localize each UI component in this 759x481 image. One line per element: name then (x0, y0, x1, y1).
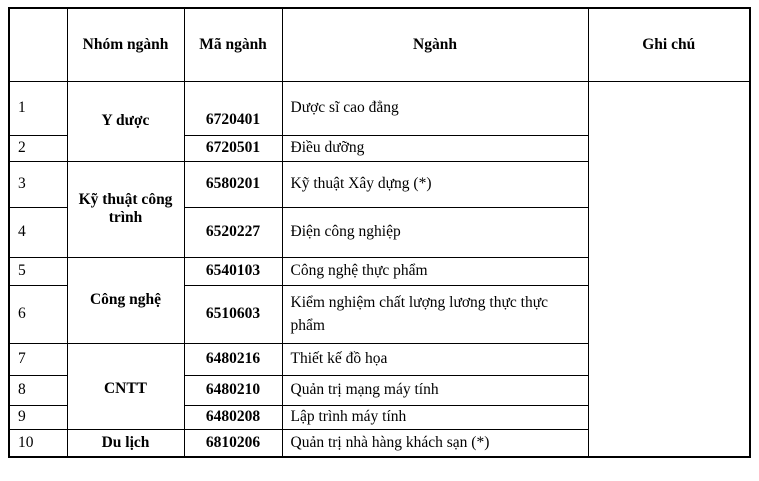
header-note: Ghi chú (588, 8, 750, 81)
header-major: Ngành (282, 8, 588, 81)
row-number: 5 (9, 257, 67, 285)
group-cell: Công nghệ (67, 257, 184, 343)
code-cell: 6720401 (184, 81, 282, 135)
major-cell: Kiểm nghiệm chất lượng lương thực thực phẩm (282, 285, 588, 343)
code-cell: 6580201 (184, 161, 282, 207)
row-number: 2 (9, 135, 67, 161)
code-cell: 6480208 (184, 405, 282, 429)
row-number: 4 (9, 207, 67, 257)
code-cell: 6810206 (184, 429, 282, 457)
major-cell: Thiết kế đồ họa (282, 343, 588, 375)
code-cell: 6480210 (184, 375, 282, 405)
code-cell: 6510603 (184, 285, 282, 343)
major-cell: Dược sĩ cao đẳng (282, 81, 588, 135)
table-row (9, 81, 750, 135)
code-cell: 6520227 (184, 207, 282, 257)
row-number: 7 (9, 343, 67, 375)
code-cell: 6540103 (184, 257, 282, 285)
code-cell: 6720501 (184, 135, 282, 161)
major-cell: Lập trình máy tính (282, 405, 588, 429)
row-number: 3 (9, 161, 67, 207)
major-cell: Điện công nghiệp (282, 207, 588, 257)
row-number: 9 (9, 405, 67, 429)
major-cell: Điều dưỡng (282, 135, 588, 161)
row-number: 1 (9, 81, 67, 135)
note-cell (588, 81, 750, 457)
header-row (9, 8, 750, 81)
majors-table (8, 7, 751, 458)
code-cell: 6480216 (184, 343, 282, 375)
major-cell: Công nghệ thực phẩm (282, 257, 588, 285)
row-number: 8 (9, 375, 67, 405)
group-cell: CNTT (67, 343, 184, 429)
group-cell: Kỹ thuật công trình (67, 161, 184, 257)
group-cell: Y dược (67, 81, 184, 161)
major-cell: Kỹ thuật Xây dựng (*) (282, 161, 588, 207)
header-stt (9, 8, 67, 81)
row-number: 10 (9, 429, 67, 457)
header-code: Mã ngành (184, 8, 282, 81)
row-number: 6 (9, 285, 67, 343)
group-cell: Du lịch (67, 429, 184, 457)
header-group: Nhóm ngành (67, 8, 184, 81)
major-cell: Quản trị mạng máy tính (282, 375, 588, 405)
major-cell: Quản trị nhà hàng khách sạn (*) (282, 429, 588, 457)
